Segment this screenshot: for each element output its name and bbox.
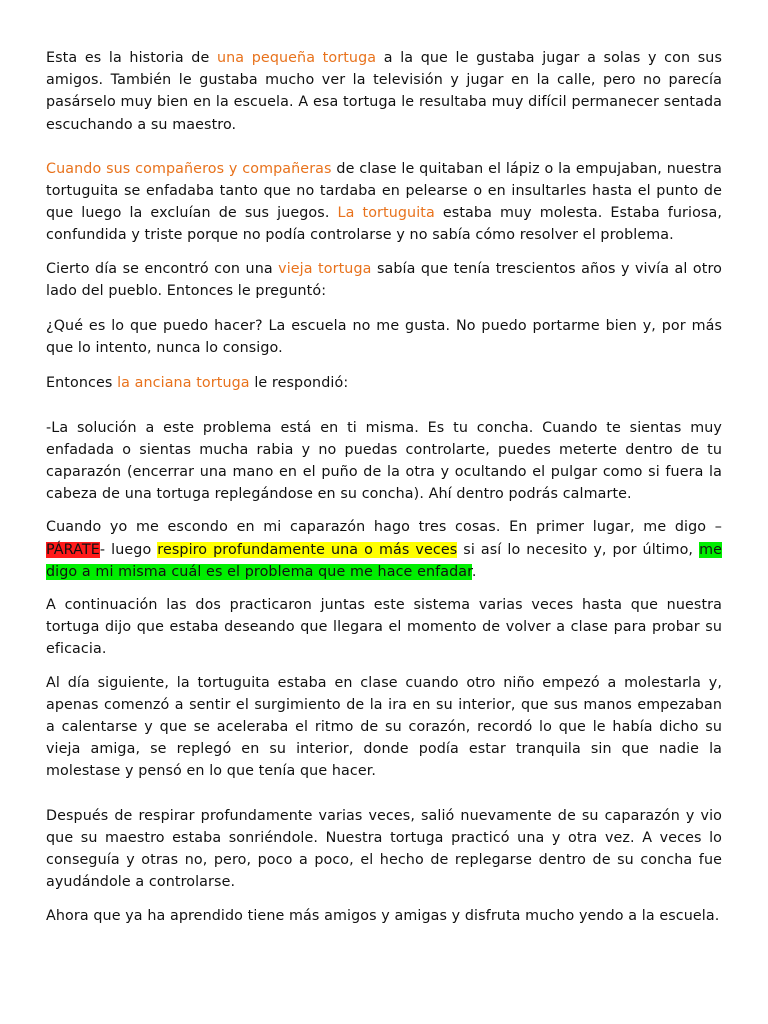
paragraph-result: Después de respirar profundamente varias veces, salió nuevamente de su caparazón y vio que su maestro estaba sonriéndole. Nuestra tortuga practicó una y otra vez. A veces lo conseguía y otras no, pero, poco a poco, el hecho de replegarse dentro de su concha fue ayudándole a controlarse. <box>46 807 722 891</box>
paragraph-next-day: Al día siguiente, la tortuguita estaba en clase cuando otro niño empezó a molestarla y, apenas comenzó a sentir el surgimiento de la ira en su interior, que sus manos empezaban a calentarse y que se aceleraba el ritmo de su corazón, recordó lo que le había dicho su vieja amiga, se replegó en su interior, donde podía estar tranquila sin que nadie la molestase y pensó en lo que tenía que hacer. <box>46 674 722 780</box>
paragraph-ending: Ahora que ya ha aprendido tiene más amigos y amigas y disfruta mucho yendo a la escuela. <box>46 907 720 924</box>
text: a la que le gustaba jugar a solas y con sus amigos. También le gustaba mucho ver la televisión y jugar en la calle, pero no parecía pasárselo muy bien en la escuela. A esa tortuga le resultaba muy difícil permanecer sentada escuchando a su maestro. <box>46 50 723 133</box>
green-highlight: me digo a mi misma cuál es el problema que me hace enfadar <box>46 541 722 580</box>
paragraph-old-turtle <box>46 258 722 302</box>
paragraph-answer-intro <box>46 372 722 394</box>
paragraph-solution: -La solución a este problema está en ti misma. Es tu concha. Cuando te sientas muy enfadada o sientas mucha rabia y no puedas controlarte, puedes meterte dentro de tu caparazón (encerrar una mano en el puño de la otra y ocultando el pulgar como si fuera la cabeza de una tortuga replegándose en su concha). Ahí dentro podrás calmarte. <box>46 419 722 503</box>
paragraph-three-things <box>46 516 722 583</box>
text: Entonces <box>46 375 118 392</box>
text: Esta es la historia de <box>46 50 217 66</box>
paragraph-classmates <box>46 158 722 247</box>
highlighted-phrase: una pequeña tortuga <box>216 50 377 66</box>
text: - luego <box>99 541 158 558</box>
yellow-highlight: respiro profundamente una o más veces <box>157 541 458 558</box>
paragraph-practice: A continuación las dos practicaron juntas este sistema varias veces hasta que nuestra tortuga dijo que estaba deseando que llegara el momento de volver a clase para probar su eficacia. <box>46 597 722 658</box>
text: Cierto día se encontró con una <box>46 260 279 277</box>
text: . <box>471 563 477 580</box>
highlighted-phrase: La tortuguita <box>337 205 435 222</box>
text: de clase le quitaban el lápiz o la empujaban, nuestra tortuguita se enfadaba tanto que no tardaba en pelearse o en insultarles hasta el punto de que luego la excluían de sus juegos. <box>46 160 723 222</box>
text: sabía que tenía trescientos años y vivía al otro lado del pueblo. Entonces le preguntó: <box>46 260 722 299</box>
red-highlight: PÁRATE <box>46 541 100 558</box>
text: estaba muy molesta. Estaba furiosa, confundida y triste porque no podía controlarse y no sabía cómo resolver el problema. <box>46 205 722 244</box>
text: le respondió: <box>249 375 349 392</box>
text: Cuando yo me escondo en mi caparazón hago tres cosas. En primer lugar, me digo – <box>46 519 722 536</box>
highlighted-phrase: la anciana tortuga <box>117 375 250 392</box>
highlighted-phrase: Cuando sus compañeros y compañeras <box>46 160 332 177</box>
highlighted-phrase: vieja tortuga <box>278 260 372 277</box>
paragraph-question: ¿Qué es lo que puedo hacer? La escuela no me gusta. No puedo portarme bien y, por más que lo intento, nunca lo consigo. <box>46 318 722 357</box>
text: si así lo necesito y, por último, <box>457 541 700 558</box>
paragraph-intro <box>46 47 722 136</box>
